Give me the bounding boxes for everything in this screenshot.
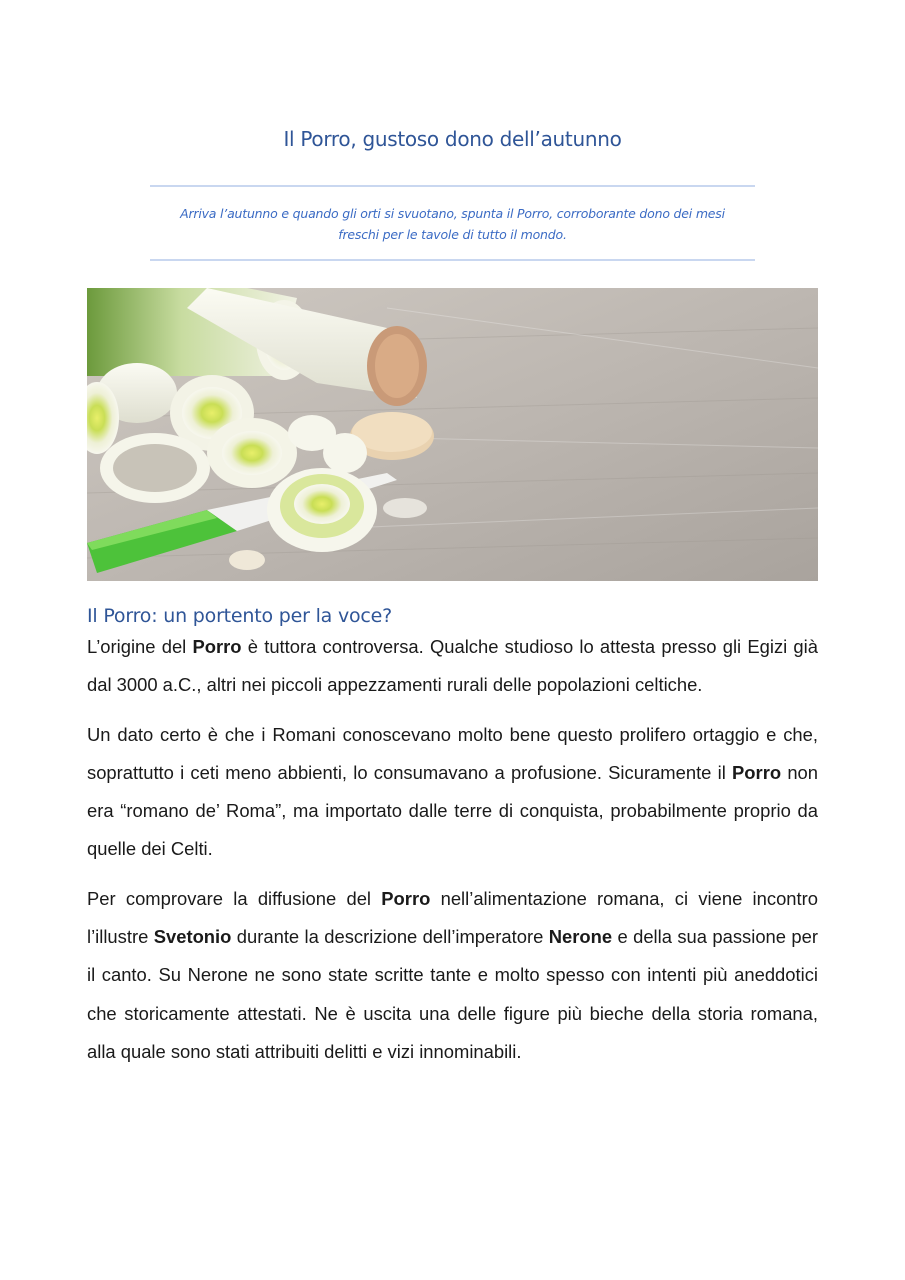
- paragraph-2: [87, 716, 818, 869]
- text-run: L’origine del: [87, 636, 193, 657]
- paragraph-3: [87, 880, 818, 1071]
- text-run: non era “romano de’ Roma”, ma importato dalle terre di conquista, probabilmente proprio da quelle dei Celti.: [87, 761, 818, 860]
- bold-term: Porro: [381, 887, 431, 909]
- text-run: è tuttora controversa. Qualche studioso lo attesta presso gli Egizi già dal 3000 a.C., altri nei piccoli appezzamenti rurali delle popolazioni celtiche.: [87, 636, 818, 696]
- text-run: Un dato certo è che i Romani conoscevano molto bene questo prolifero ortaggio e che, soprattutto i ceti meno abbienti, lo consumavano a profusione. Sicuramente il: [87, 723, 818, 783]
- bold-term: Porro: [732, 761, 782, 783]
- document-title: Il Porro, gustoso dono dell’autunno: [283, 127, 622, 151]
- text-run: Per comprovare la diffusione del: [87, 887, 382, 909]
- section-heading: Il Porro: un portento per la voce?: [87, 605, 393, 627]
- text-run: durante la descrizione dell’imperatore: [231, 926, 549, 948]
- subtitle-rule-top: [150, 185, 755, 187]
- paragraph-1: [87, 628, 818, 705]
- subtitle-rule-bottom: [150, 259, 755, 261]
- text-run: e della sua passione per il canto. Su Nerone ne sono state scritte tante e molto spesso con intenti più aneddotici che storicamente attestati. Ne è uscita una delle figure più bieche della storia romana, alla quale sono stati attribuiti delitti e vizi innominabili.: [87, 926, 818, 1062]
- bold-term: Svetonio: [153, 926, 232, 948]
- document-subtitle: Arriva l’autunno e quando gli orti si svuotano, spunta il Porro, corroborante dono dei mesi freschi per le tavole di tutto il mondo.: [180, 206, 725, 242]
- text-run: nell’alimentazione romana, ci viene incontro l’illustre: [87, 887, 818, 948]
- bold-term: Nerone: [548, 926, 613, 948]
- body-text: [87, 628, 818, 1082]
- leek-photo: [87, 288, 818, 581]
- bold-term: Porro: [192, 636, 242, 657]
